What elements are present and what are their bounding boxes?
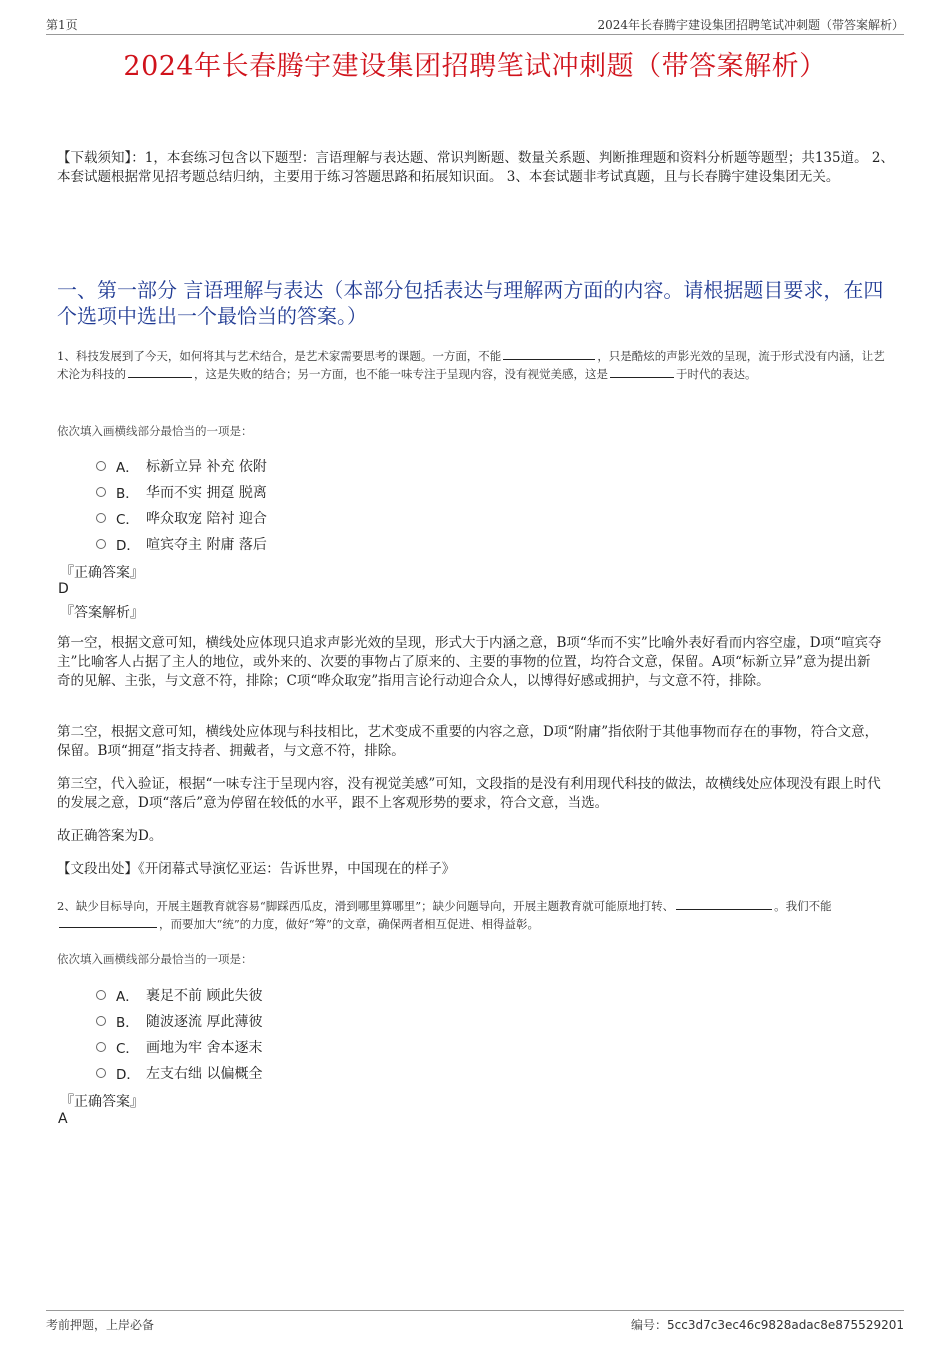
q1-analysis-label: 『答案解析』 (60, 605, 144, 621)
q2-option-d[interactable] (96, 1063, 262, 1083)
option-letter: A． (116, 989, 139, 1005)
header-doc-title: 2024年长春腾宇建设集团招聘笔试冲刺题（带答案解析） (597, 18, 904, 32)
q1-option-c[interactable] (96, 508, 267, 528)
question-1-part-a: 1、科技发展到了今天，如何将其与艺术结合，是艺术家需要思考的课题。一方面，不能 (57, 349, 502, 363)
option-letter: B． (116, 486, 139, 502)
option-letter: A． (116, 460, 139, 476)
option-letter: C． (116, 1041, 139, 1057)
section-heading: 一、第一部分 言语理解与表达（本部分包括表达与理解两方面的内容。请根据题目要求，在四个选项中选出一个最恰当的答案。） (57, 278, 884, 328)
radio-icon[interactable] (96, 1068, 106, 1078)
radio-icon[interactable] (96, 513, 106, 523)
fill-blank-1 (676, 898, 772, 910)
q1-analysis-para-1: 第一空，根据文意可知，横线处应体现只追求声影光效的呈现，形式大于内涵之意，B项“华而不实”比喻外表好看而内容空虚，D项“喧宾夺主”比喻客人占据了主人的地位，或外来的、次要的事物占了原来的、主要的事物的位置，均符合文意，保留。A项“标新立异”意为提出新奇的见解、主张，与文意不符，排除；C项“哗众取宠”指用言论行动迎合众人，以博得好感或拥护，与文意不符，排除。 (57, 635, 882, 689)
page-footer (46, 1310, 904, 1335)
fill-blank-1 (503, 348, 595, 360)
footer-code-value: 5cc3d7c3ec46c9828adac8e875529201 (667, 1318, 904, 1332)
option-text: 华而不实 拥趸 脱离 (146, 485, 267, 501)
footer-code-label: 编号： (630, 1318, 667, 1332)
option-text: 标新立异 补充 依附 (146, 459, 267, 475)
fill-blank-3 (610, 366, 674, 378)
footer-code (631, 1316, 904, 1333)
footer-slogan: 考前押题，上岸必备 (46, 1318, 155, 1332)
option-text: 随波逐流 厚此薄彼 (146, 1014, 263, 1030)
q1-option-a[interactable] (96, 456, 267, 476)
option-text: 裹足不前 顾此失彼 (146, 988, 263, 1004)
fill-blank-2 (59, 916, 157, 928)
q2-option-b[interactable] (96, 1011, 262, 1031)
radio-icon[interactable] (96, 1016, 106, 1026)
question-1-part-c: ，这是失败的结合；另一方面，也不能一味专注于呈现内容，没有视觉美感，这是 (194, 367, 608, 381)
q1-analysis-para-3: 第三空，代入验证，根据“一味专注于呈现内容，没有视觉美感”可知，文段指的是没有利用现代科技的做法，故横线处应体现没有跟上时代的发展之意，D项“落后”意为停留在较低的水平，跟不上客观形势的要求，符合文意，当选。 (57, 776, 881, 811)
q1-option-b[interactable] (96, 482, 267, 502)
q1-answer-label: 『正确答案』 (60, 565, 144, 581)
document-title: 2024年长春腾宇建设集团招聘笔试冲刺题（带答案解析） (123, 51, 827, 82)
option-letter: D． (116, 1067, 140, 1083)
page-header (46, 14, 904, 35)
option-letter: D． (116, 538, 140, 554)
q1-option-d[interactable] (96, 534, 267, 554)
option-text: 左支右绌 以偏概全 (146, 1066, 263, 1082)
question-2-prompt: 依次填入画横线部分最恰当的一项是： (57, 952, 253, 966)
question-1-part-d: 于时代的表达。 (676, 367, 757, 381)
question-2-part-a: 2、缺少目标导向，开展主题教育就容易“脚踩西瓜皮，滑到哪里算哪里”；缺少问题导向，开展主题教育就可能原地打转、 (57, 899, 675, 913)
option-text: 哗众取宠 陪衬 迎合 (146, 511, 267, 527)
q2-option-a[interactable] (96, 985, 262, 1005)
question-2-part-c: ，而要加大“统”的力度，做好“筹”的文章，确保两者相互促进、相得益彰。 (159, 917, 540, 931)
q1-analysis-para-2: 第二空，根据文意可知，横线处应体现与科技相比，艺术变成不重要的内容之意，D项“附庸”指依附于其他事物而存在的事物，符合文意，保留。B项“拥趸”指支持者、拥戴者，与文意不符，排除。 (57, 724, 879, 759)
radio-icon[interactable] (96, 461, 106, 471)
option-text: 喧宾夺主 附庸 落后 (146, 537, 267, 553)
radio-icon[interactable] (96, 539, 106, 549)
radio-icon[interactable] (96, 487, 106, 497)
radio-icon[interactable] (96, 1042, 106, 1052)
option-letter: C． (116, 512, 139, 528)
q2-answer-label: 『正确答案』 (60, 1094, 144, 1110)
question-1-part-b: ，只是酷炫的声影光效的呈现，流于形式没有内涵，让艺术沦为科技的 (57, 349, 885, 381)
option-text: 画地为牢 舍本逐末 (146, 1040, 263, 1056)
q1-conclusion: 故正确答案为D。 (57, 828, 163, 844)
fill-blank-2 (128, 366, 192, 378)
q1-answer: D (58, 581, 69, 597)
q1-source: 【文段出处】《开闭幕式导演忆亚运：告诉世界，中国现在的样子》 (57, 861, 456, 877)
radio-icon[interactable] (96, 990, 106, 1000)
question-1-prompt: 依次填入画横线部分最恰当的一项是： (57, 424, 253, 438)
q2-option-c[interactable] (96, 1037, 262, 1057)
question-2-part-b: 。我们不能 (774, 899, 832, 913)
download-notice: 【下载须知】：1，本套练习包含以下题型：言语理解与表达题、常识判断题、数量关系题、判断推理题和资料分析题等题型；共135道。 2、本套试题根据常见招考题总结归纳，主要用于练习答题思路和拓展知识面。 3、本套试题非考试真题，且与长春腾宇建设集团无关。 (57, 150, 894, 185)
question-2-text (57, 897, 895, 933)
page-number: 第1页 (46, 18, 78, 32)
q2-answer: A (58, 1111, 68, 1127)
option-letter: B． (116, 1015, 139, 1031)
question-1-text (57, 347, 895, 383)
